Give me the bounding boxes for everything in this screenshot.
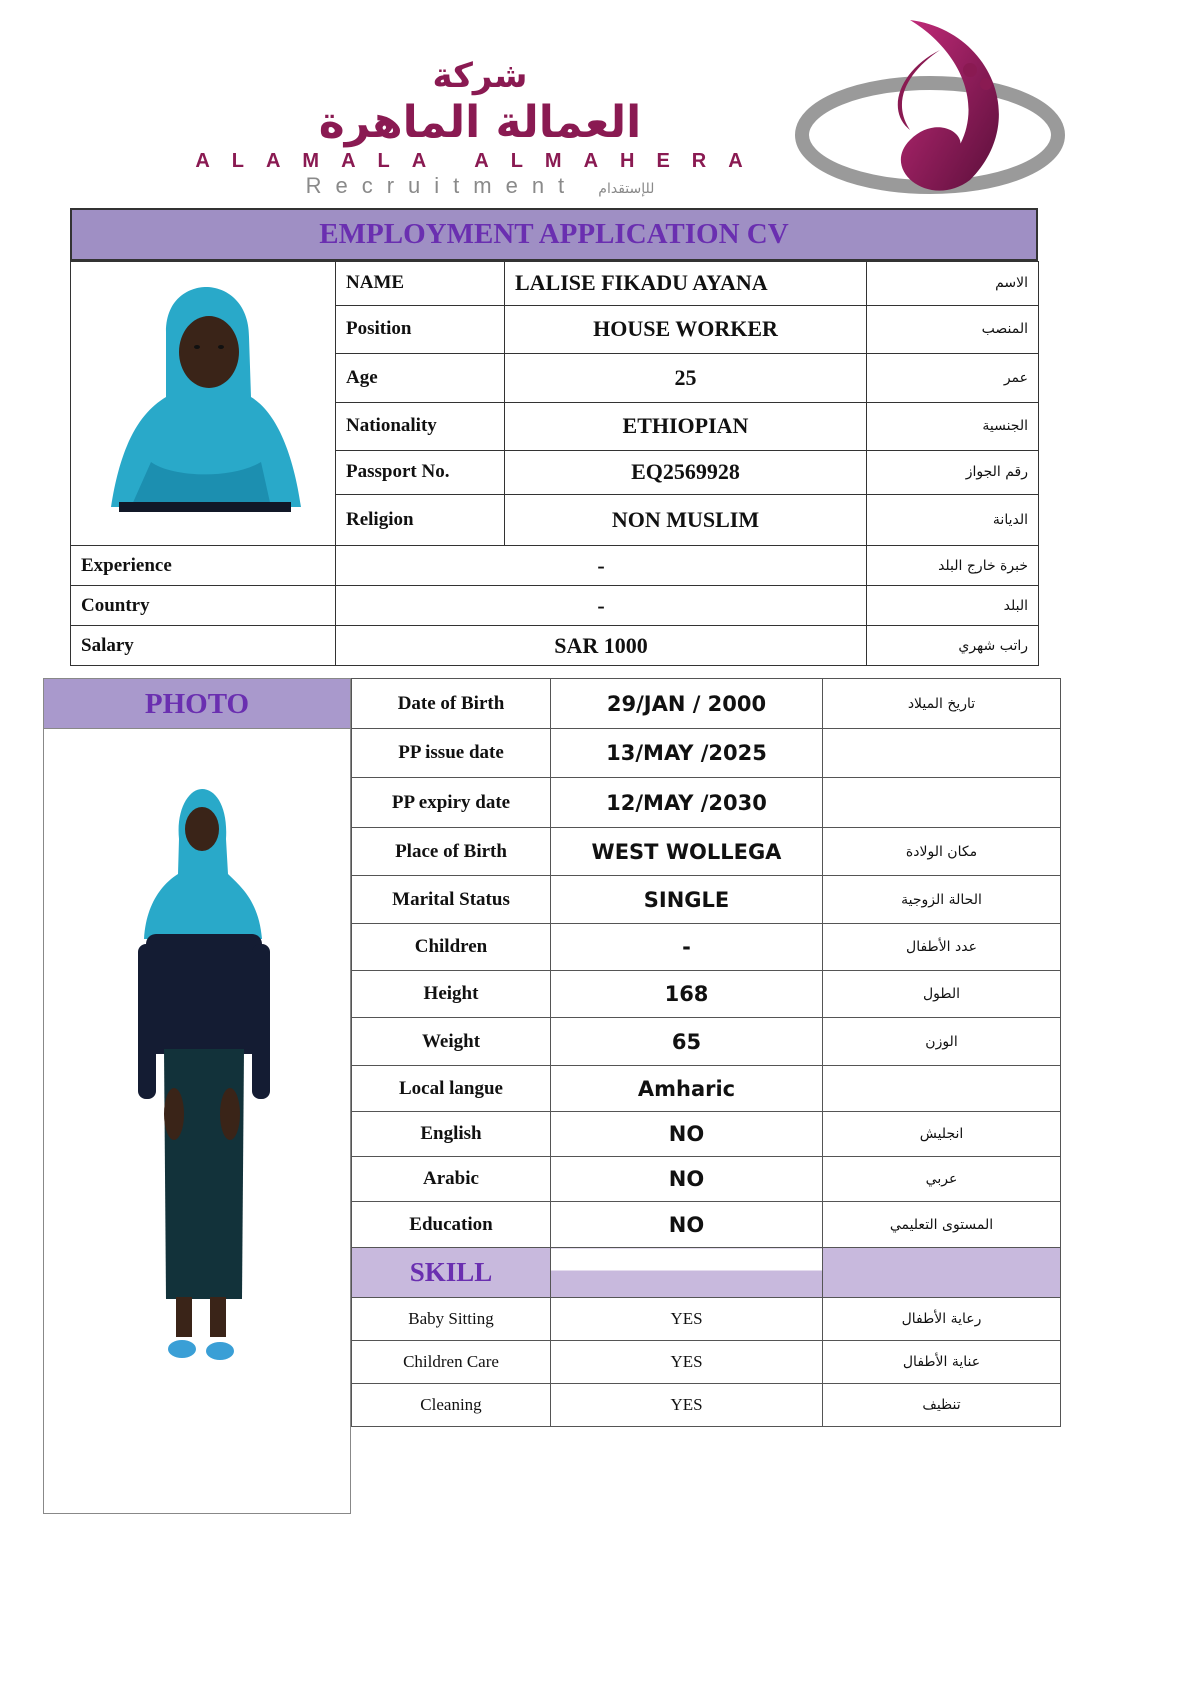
table-row: [352, 828, 1061, 876]
label-salary: Salary: [71, 626, 336, 666]
logo-recruitment-ar: للإستقدام: [598, 181, 655, 197]
value-religion: NON MUSLIM: [505, 494, 867, 545]
value-english: NO: [551, 1112, 823, 1157]
table-row: [352, 1384, 1061, 1427]
skill-header-blank: [551, 1248, 823, 1298]
logo-recruitment-en: Recruitment: [305, 173, 579, 198]
table-row: [352, 1066, 1061, 1112]
table-row: [71, 546, 1039, 586]
label-country: Country: [71, 586, 336, 626]
value-pp-issue: 13/MAY /2025: [551, 729, 823, 778]
arabic-local-language: [823, 1066, 1061, 1112]
skill-header-blank-ar: [823, 1248, 1061, 1298]
skill-cleaning-value: YES: [551, 1384, 823, 1427]
logo-arabic-line2: العمالة الماهرة: [318, 97, 642, 148]
photo-header: PHOTO: [44, 679, 350, 729]
arabic-weight: الوزن: [823, 1018, 1061, 1066]
label-height: Height: [352, 971, 551, 1018]
company-logo-text: [185, 55, 775, 202]
arabic-place-of-birth: مكان الولادة: [823, 828, 1061, 876]
table-row: [352, 729, 1061, 778]
arabic-religion: الديانة: [867, 494, 1039, 545]
label-dob: Date of Birth: [352, 679, 551, 729]
table-row: [352, 679, 1061, 729]
value-arabic: NO: [551, 1157, 823, 1202]
table-row: [71, 262, 1039, 306]
value-dob: 29/JAN / 2000: [551, 679, 823, 729]
value-education: NO: [551, 1202, 823, 1248]
logo-recruitment: [185, 173, 775, 202]
table-row: [71, 586, 1039, 626]
label-pp-issue: PP issue date: [352, 729, 551, 778]
skill-cleaning: Cleaning: [352, 1384, 551, 1427]
arabic-age: عمر: [867, 353, 1039, 402]
skill-children-care: Children Care: [352, 1341, 551, 1384]
value-place-of-birth: WEST WOLLEGA: [551, 828, 823, 876]
value-position: HOUSE WORKER: [505, 305, 867, 353]
table-row: [352, 1157, 1061, 1202]
skill-cleaning-ar: تنظيف: [823, 1384, 1061, 1427]
arabic-education: المستوى التعليمي: [823, 1202, 1061, 1248]
arabic-english: انجليش: [823, 1112, 1061, 1157]
table-row: [352, 1248, 1061, 1298]
value-nationality: ETHIOPIAN: [505, 402, 867, 450]
skill-header: SKILL: [352, 1248, 551, 1298]
full-body-photo-icon: [124, 779, 274, 1379]
skill-children-care-value: YES: [551, 1341, 823, 1384]
arabic-nationality: الجنسية: [867, 402, 1039, 450]
details-table: [351, 678, 1061, 1427]
value-salary: SAR 1000: [336, 626, 867, 666]
label-experience: Experience: [71, 546, 336, 586]
portrait-photo-icon: [71, 262, 336, 540]
value-marital-status: SINGLE: [551, 876, 823, 924]
value-age: 25: [505, 353, 867, 402]
label-children: Children: [352, 924, 551, 971]
value-pp-expiry: 12/MAY /2030: [551, 778, 823, 828]
cv-title: EMPLOYMENT APPLICATION CV: [70, 208, 1038, 261]
full-photo-box: [43, 678, 351, 1514]
label-weight: Weight: [352, 1018, 551, 1066]
arabic-arabic: عربي: [823, 1157, 1061, 1202]
skill-baby-sitting-value: YES: [551, 1298, 823, 1341]
value-passport: EQ2569928: [505, 450, 867, 494]
value-local-language: Amharic: [551, 1066, 823, 1112]
logo-emblem-icon: [790, 10, 1080, 200]
label-religion: Religion: [336, 494, 505, 545]
personal-info-table: [70, 261, 1039, 666]
skill-baby-sitting-ar: رعاية الأطفال: [823, 1298, 1061, 1341]
label-position: Position: [336, 305, 505, 353]
label-name: NAME: [336, 262, 505, 306]
table-row: [352, 1202, 1061, 1248]
label-arabic: Arabic: [352, 1157, 551, 1202]
label-marital-status: Marital Status: [352, 876, 551, 924]
label-passport: Passport No.: [336, 450, 505, 494]
logo-arabic-line1: شركة: [432, 56, 528, 96]
arabic-position: المنصب: [867, 305, 1039, 353]
value-experience: -: [336, 546, 867, 586]
logo-english-name: ALAMALA ALMAHERA: [195, 150, 765, 172]
arabic-pp-expiry: [823, 778, 1061, 828]
label-pp-expiry: PP expiry date: [352, 778, 551, 828]
label-nationality: Nationality: [336, 402, 505, 450]
passport-photo: [71, 262, 336, 546]
value-children: -: [551, 924, 823, 971]
value-name: LALISE FIKADU AYANA: [505, 262, 867, 306]
arabic-pp-issue: [823, 729, 1061, 778]
value-weight: 65: [551, 1018, 823, 1066]
arabic-salary: راتب شهري: [867, 626, 1039, 666]
label-age: Age: [336, 353, 505, 402]
label-education: Education: [352, 1202, 551, 1248]
arabic-dob: تاريخ الميلاد: [823, 679, 1061, 729]
label-place-of-birth: Place of Birth: [352, 828, 551, 876]
skill-baby-sitting: Baby Sitting: [352, 1298, 551, 1341]
arabic-marital-status: الحالة الزوجية: [823, 876, 1061, 924]
table-row: [352, 876, 1061, 924]
value-height: 168: [551, 971, 823, 1018]
arabic-country: البلد: [867, 586, 1039, 626]
arabic-height: الطول: [823, 971, 1061, 1018]
value-country: -: [336, 586, 867, 626]
table-row: [352, 971, 1061, 1018]
table-row: [352, 924, 1061, 971]
label-local-language: Local langue: [352, 1066, 551, 1112]
arabic-children: عدد الأطفال: [823, 924, 1061, 971]
table-row: [352, 1341, 1061, 1384]
table-row: [71, 626, 1039, 666]
arabic-passport: رقم الجواز: [867, 450, 1039, 494]
label-english: English: [352, 1112, 551, 1157]
table-row: [352, 1112, 1061, 1157]
table-row: [352, 1018, 1061, 1066]
arabic-name: الاسم: [867, 262, 1039, 306]
table-row: [352, 1298, 1061, 1341]
arabic-experience: خبرة خارج البلد: [867, 546, 1039, 586]
skill-children-care-ar: عناية الأطفال: [823, 1341, 1061, 1384]
table-row: [352, 778, 1061, 828]
